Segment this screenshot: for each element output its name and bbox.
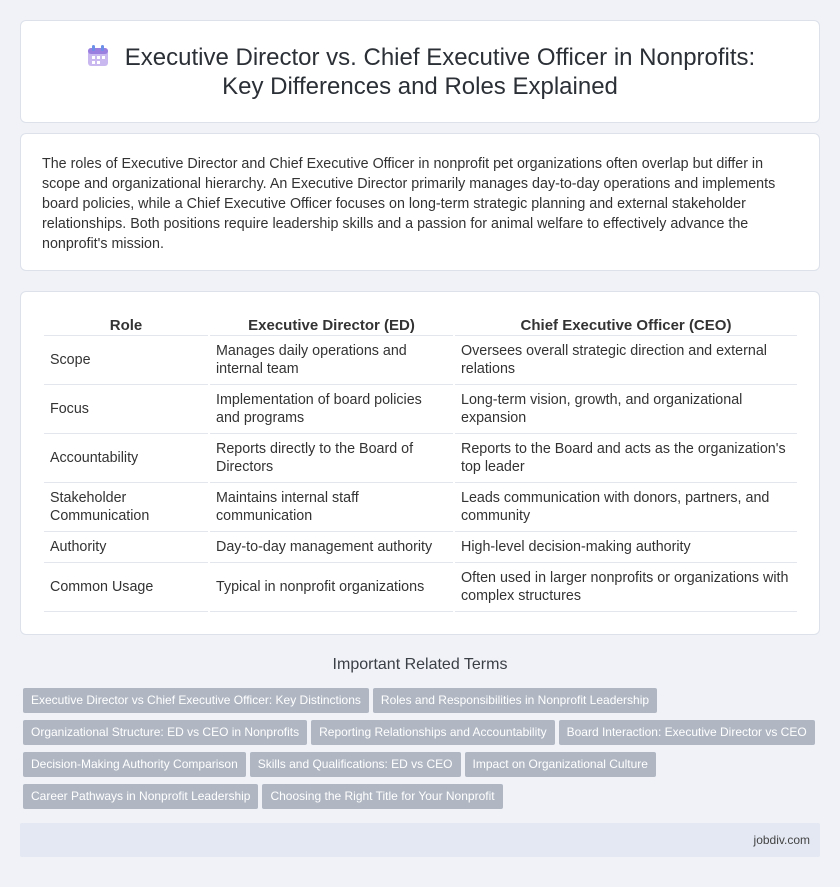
- related-term-tag[interactable]: Executive Director vs Chief Executive Officer: Key Distinctions: [23, 688, 369, 713]
- related-terms-title: Important Related Terms: [332, 656, 508, 673]
- footer-site-link[interactable]: jobdiv.com: [753, 833, 810, 847]
- tag-row: [23, 752, 823, 784]
- page-title-wrap: [61, 43, 779, 101]
- table-cell: Long-term vision, growth, and organizational expansion: [455, 385, 797, 434]
- table-row: [44, 434, 797, 483]
- table-header-row: [44, 312, 797, 336]
- column-header-ceo: Chief Executive Officer (CEO): [455, 312, 797, 336]
- related-term-tag[interactable]: Impact on Organizational Culture: [465, 752, 656, 777]
- table-cell: Stakeholder Communication: [44, 483, 208, 532]
- related-terms-tags: [23, 688, 823, 816]
- related-term-tag[interactable]: Reporting Relationships and Accountability: [311, 720, 554, 745]
- table-cell: Focus: [44, 385, 208, 434]
- table-row: [44, 483, 797, 532]
- comparison-table: [42, 312, 799, 612]
- footer-bar: [20, 823, 820, 857]
- table-cell: Often used in larger nonprofits or organizations with complex structures: [455, 563, 797, 612]
- column-header-ed: Executive Director (ED): [210, 312, 453, 336]
- intro-card: [20, 133, 820, 271]
- related-term-tag[interactable]: Decision-Making Authority Comparison: [23, 752, 246, 777]
- calendar-icon: [85, 43, 111, 69]
- table-row: [44, 563, 797, 612]
- table-row: [44, 336, 797, 385]
- table-row: [44, 532, 797, 563]
- page-title: Executive Director vs. Chief Executive Officer in Nonprofits: Key Differences and Roles Explained: [124, 44, 756, 100]
- tag-row: [23, 720, 823, 752]
- related-term-tag[interactable]: Board Interaction: Executive Director vs CEO: [559, 720, 815, 745]
- table-row: [44, 385, 797, 434]
- table-cell: Accountability: [44, 434, 208, 483]
- intro-paragraph: The roles of Executive Director and Chief Executive Officer in nonprofit pet organizations often overlap but differ in scope and organizational hierarchy. An Executive Director primarily manages day-to-day operations and implements board policies, while a Chief Executive Officer focuses on long-term strategic planning and external stakeholder relationships. Both positions require leadership skills and a passion for animal welfare to effectively advance the nonprofit's mission.: [42, 156, 776, 252]
- table-cell: Manages daily operations and internal team: [210, 336, 453, 385]
- related-term-tag[interactable]: Choosing the Right Title for Your Nonprofit: [262, 784, 502, 809]
- table-cell: Implementation of board policies and programs: [210, 385, 453, 434]
- table-cell: High-level decision-making authority: [455, 532, 797, 563]
- related-term-tag[interactable]: Skills and Qualifications: ED vs CEO: [250, 752, 461, 777]
- tag-row: [23, 784, 823, 816]
- table-cell: Day-to-day management authority: [210, 532, 453, 563]
- table-cell: Common Usage: [44, 563, 208, 612]
- related-term-tag[interactable]: Career Pathways in Nonprofit Leadership: [23, 784, 258, 809]
- table-cell: Oversees overall strategic direction and external relations: [455, 336, 797, 385]
- table-cell: Scope: [44, 336, 208, 385]
- table-cell: Reports to the Board and acts as the organization's top leader: [455, 434, 797, 483]
- header-card: [20, 20, 820, 123]
- column-header-role: Role: [44, 312, 208, 336]
- table-cell: Maintains internal staff communication: [210, 483, 453, 532]
- comparison-table-card: [20, 291, 820, 635]
- tag-row: [23, 688, 823, 720]
- table-cell: Typical in nonprofit organizations: [210, 563, 453, 612]
- table-cell: Reports directly to the Board of Directors: [210, 434, 453, 483]
- related-term-tag[interactable]: Roles and Responsibilities in Nonprofit Leadership: [373, 688, 657, 713]
- table-cell: Authority: [44, 532, 208, 563]
- table-cell: Leads communication with donors, partners, and community: [455, 483, 797, 532]
- related-term-tag[interactable]: Organizational Structure: ED vs CEO in Nonprofits: [23, 720, 307, 745]
